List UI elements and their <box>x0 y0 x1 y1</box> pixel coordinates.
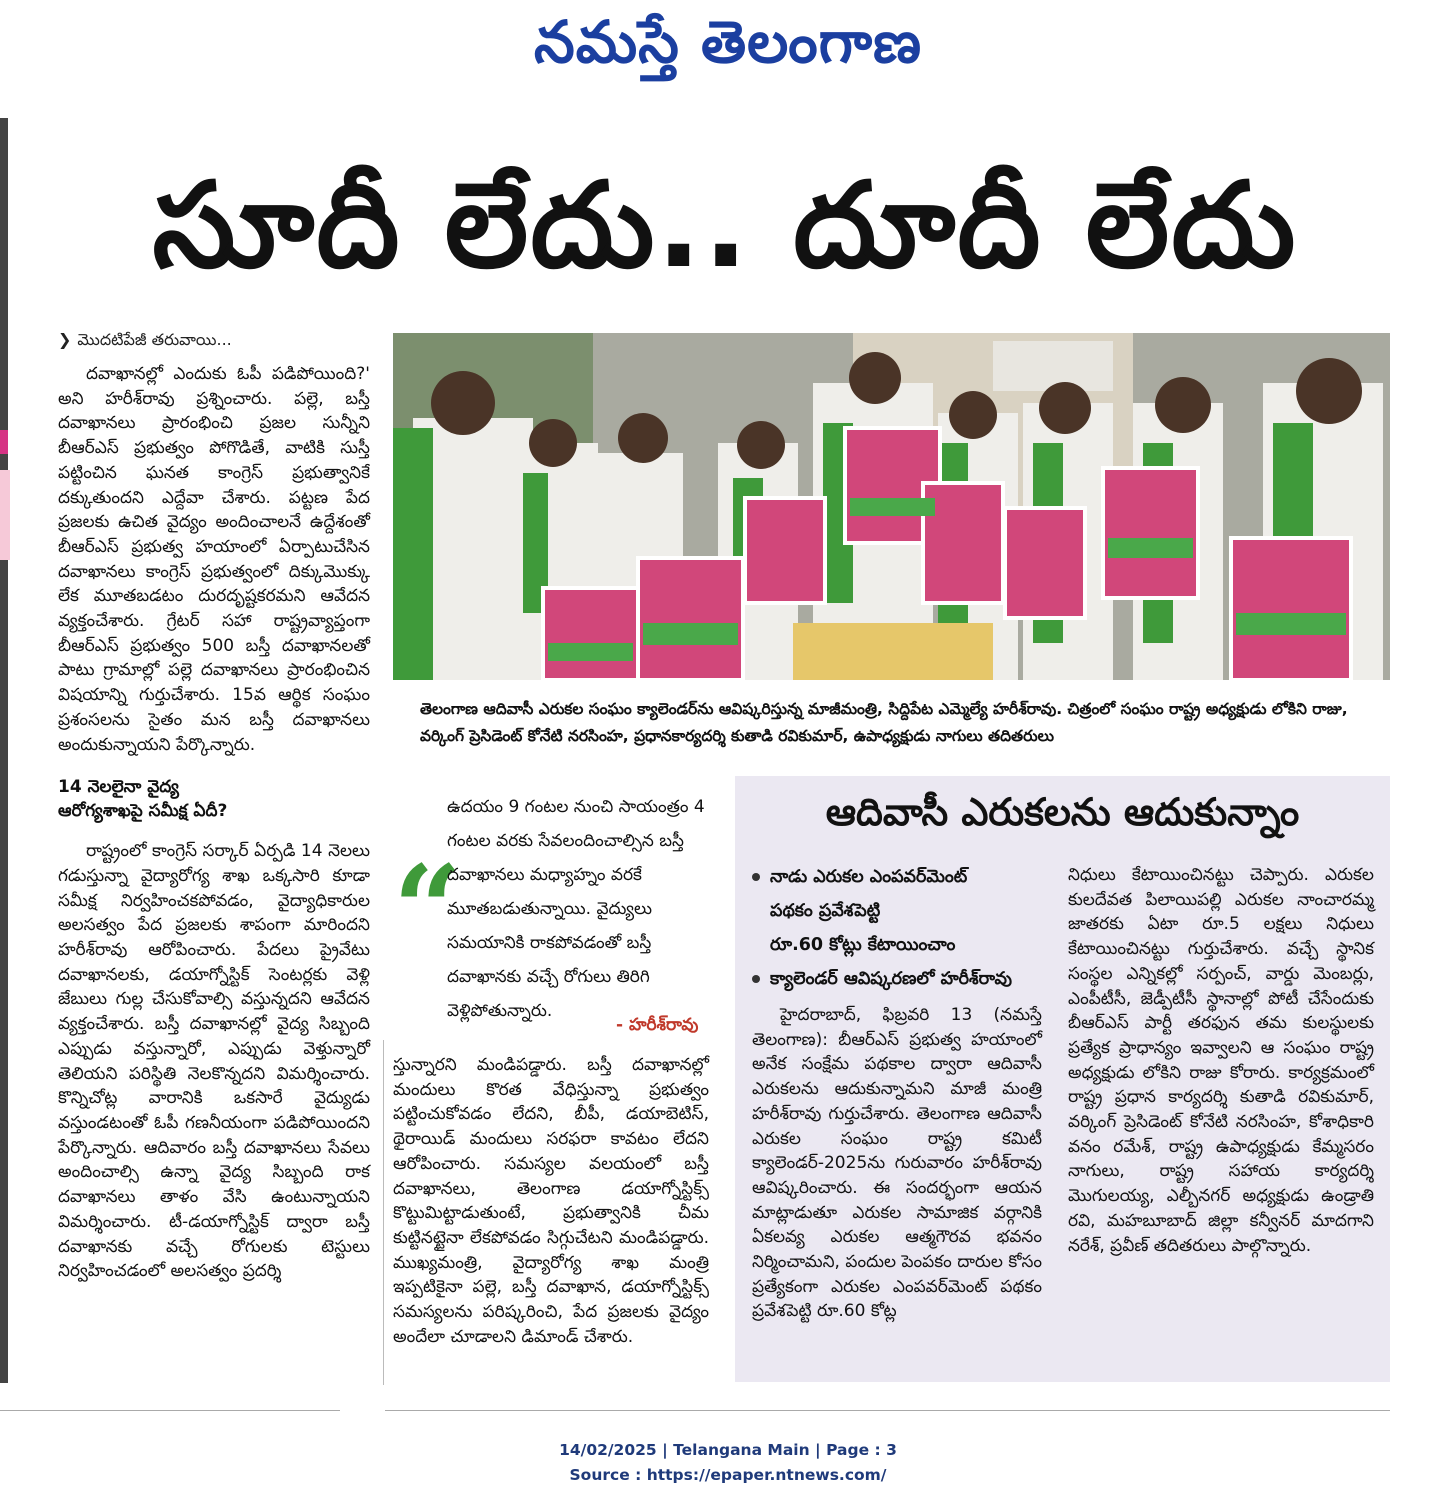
bullet-1-line3: రూ.60 కోట్లు కేటాయించాం <box>770 935 956 955</box>
side-story-bullets <box>752 860 1052 996</box>
continuation-note <box>58 330 232 353</box>
subhead-1-line2: ఆరోగ్యశాఖపై సమీక్ష ఏదీ? <box>58 801 228 822</box>
footer <box>0 1438 1456 1488</box>
subhead-1 <box>58 775 370 823</box>
headline: సూదీ లేదు.. దూదీ లేదు <box>152 156 1298 294</box>
side-story-column-2 <box>1068 863 1374 1258</box>
photo-caption: తెలంగాణ ఆదివాసీ ఎరుకల సంఘం క్యాలెండర్‌ను ఆవిష్కరిస్తున్న మాజీమంత్రి, సిద్దిపేట ఎమ్మెల్యే హరీశ్‌రావు. చిత్రంలో సంఘం రాష్ట్ర అధ్యక్షుడు లోకిని రాజు, వర్కింగ్ ప్రెసిడెంట్ కోనేటి నరసింహ, ప్రధానకార్యదర్శి కుతాడి రవికుమార్, ఉపాధ్యక్షుడు నాగులు తదితరులు <box>420 700 1348 745</box>
masthead-logo: నమస్తే తెలంగాణ <box>534 8 922 76</box>
column-1 <box>58 362 370 1284</box>
side-story-paragraph-1: హైదరాబాద్, ఫిబ్రవరి 13 (నమస్తే తెలంగాణ): బీఆర్‌ఎస్ ప్రభుత్వ హయాంలో అనేక సంక్షేమ పథకాల ద్వారా ఆదివాసీ ఎరుకలను ఆదుకున్నామని మాజీ మంత్రి హరీశ్‌రావు గుర్తుచేశారు. తెలంగాణ ఆదివాసీ ఎరుకల సంఘం రాష్ట్ర కమిటీ క్యాలెండర్-2025ను గురువారం హరీశ్‌రావు ఆవిష్కరించారు. ఈ సందర్భంగా ఆయన మాట్లాడుతూ ఎరుకల సామాజిక వర్గానికి ఏకలవ్య ఎరుకల ఆత్మగౌరవ భవనం నిర్మించామని, పందుల పెంపకం దారుల కోసం ప్రత్యేకంగా ఎరుకల ఎంపవర్‌మెంట్ పథకం ప్రవేశపెట్టి రూ.60 కోట్ల <box>752 1005 1042 1322</box>
column-2 <box>393 1053 709 1349</box>
col1-paragraph: దవాఖానల్లో ఎందుకు ఓపీ పడిపోయింది?' అని హరీశ్‌రావు ప్రశ్నించారు. పల్లె, బస్తీ దవాఖానలు ప్రారంభించి ప్రజల సున్నీని బీఆర్‌ఎస్ ప్రభుత్వం పోగొడితే, వాటికి సుస్తీ పట్టించిన ఘనత కాంగ్రెస్ ప్రభుత్వానికే దక్కుతుందని ఎద్దేవా చేశారు. పట్టణ పేద ప్రజలకు ఉచిత వైద్యం అందించాలనే ఉద్దేశంతో బీఆర్‌ఎస్ ప్రభుత్వ హయాంలో ఏర్పాటుచేసిన దవాఖానలు కాంగ్రెస్ ప్రభుత్వంలో దిక్కుమొక్కు లేక మూతబడటం దురదృష్టకరమని ఆవేదన వ్యక్తంచేశారు. గ్రేటర్ సహా రాష్ట్రవ్యాప్తంగా బీఆర్‌ఎస్ ప్రభుత్వం 500 బస్తీ దవాఖానలతో పాటు గ్రామాల్లో పల్లె దవాఖానలు ప్రారంభించిన విషయాన్ని గుర్తుచేశారు. 15వ ఆర్థిక సంఘం ప్రశంసలను సైతం మన బస్తీ దవాఖానలు అందుకున్నాయని పేర్కొన్నారు. <box>58 364 370 755</box>
footer-source: Source : https://epaper.ntnews.com/ <box>569 1466 887 1484</box>
column-divider <box>383 1040 384 1385</box>
bullet-dot-icon <box>752 873 760 881</box>
photo-illustration <box>393 333 1390 680</box>
side-story-column-1 <box>752 1003 1042 1324</box>
col1-paragraph-2: రాష్ట్రంలో కాంగ్రెస్ సర్కార్ ఏర్పడి 14 నెలలు గడుస్తున్నా వైద్యారోగ్య శాఖ ఒక్కసారి కూడా సమీక్ష నిర్వహించకపోవడం, వైద్యాధికారుల అలసత్వం పేద ప్రజలకు శాపంగా మారిందని హరీశ్‌రావు ఆరోపించారు. పేదలు ప్రైవేటు దవాఖానలకు, డయాగ్నోస్టిక్ సెంటర్లకు వెళ్లి జేబులు గుల్ల చేసుకోవాల్సి వస్తున్నదని ఆవేదన వ్యక్తంచేశారు. బస్తీ దవాఖానల్లో వైద్య సిబ్బంది ఎప్పుడు వస్తున్నారో, ఎప్పుడు వెళ్తున్నారో తెలియని పరిస్థితి నెలకొన్నదని విమర్శించారు. కొన్నిచోట్ల వారానికి ఒకసారే వైద్యుడు వస్తుండటంతో ఓపీ గణనీయంగా పడిపోయిందని పేర్కొన్నారు. ఆదివారం బస్తీ దవాఖానలు సేవలు అందించాల్సి ఉన్నా వైద్య సిబ్బంది రాక దవాఖానలు తాళం వేసి ఉంటున్నాయని విమర్శించారు. టీ-డయాగ్నోస్టిక్ ద్వారా బస్తీ దవాఖానకు వచ్చే రోగులకు టెస్టులు నిర్వహించడంలో అలసత్వం ప్రదర్శి <box>58 841 370 1282</box>
chevron-right-icon: ❯ <box>58 330 72 349</box>
bullet-dot-icon <box>752 975 760 983</box>
pull-quote-author: - హరీశ్‌రావు <box>616 1015 699 1035</box>
footer-edition: 14/02/2025 | Telangana Main | Page : 3 <box>559 1441 897 1459</box>
col2-paragraph: స్తున్నారని మండిపడ్డారు. బస్తీ దవాఖానల్లో మందులు కొరత వేధిస్తున్నా ప్రభుత్వం పట్టించుకోవడం లేదని, బీపీ, డయాబెటిస్, థైరాయిడ్ మందులు సరఫరా కావటం లేదని ఆరోపించారు. సమస్యల వలయంలో బస్తీ దవాఖానలు, తెలంగాణ డయాగ్నోస్టిక్స్ కొట్టుమిట్టాడుతుంటే, ప్రభుత్వానికి చీమ కుట్టినట్టైనా లేకపోవడం సిగ్గుచేటని మండిపడ్డారు. ముఖ్యమంత్రి, వైద్యారోగ్య శాఖ మంత్రి ఇప్పటికైనా పల్లె, బస్తీ దవాఖాన, డయాగ్నోస్టిక్స్ సమస్యలను పరిష్కరించి, పేద ప్రజలకు వైద్యం అందేలా చూడాలని డిమాండ్ చేశారు. <box>393 1055 709 1347</box>
edge-accent-light <box>0 470 10 560</box>
bottom-rule-left <box>0 1410 340 1411</box>
bullet-2: క్యాలెండర్ ఆవిష్కరణలో హరీశ్‌రావు <box>752 962 1052 996</box>
news-photo <box>393 333 1390 680</box>
bullet-1-line2: పథకం ప్రవేశపెట్టి <box>770 901 881 921</box>
edge-accent <box>0 430 8 454</box>
subhead-1-line1: 14 నెలలైనా వైద్య <box>58 777 179 798</box>
side-story-title: ఆదివాసీ ఎరుకలను ఆదుకున్నాం <box>825 790 1300 834</box>
bullet-1: నాడు ఎరుకల ఎంపవర్‌మెంట్ <box>752 860 1052 894</box>
side-story-paragraph-2: నిధులు కేటాయించినట్టు చెప్పారు. ఎరుకల కులదేవత పిలాయిపల్లి ఎరుకల నాంచారమ్మ జాతరకు ఏటా రూ.5 లక్షలు నిధులు కేటాయించినట్టు గుర్తుచేశారు. వచ్చే స్థానిక సంస్థల ఎన్నికల్లో సర్పంచ్, వార్డు మెంబర్లు, ఎంపీటీసీ, జెడ్పీటీసీ స్థానాల్లో పోటీ చేసేందుకు బీఆర్‌ఎస్ పార్టీ తరఫున తమ కులస్థులకు ప్రత్యేక ప్రాధాన్యం ఇవ్వాలని ఆ సంఘం రాష్ట్ర అధ్యక్షుడు లోకిని రాజు కోరారు. కార్యక్రమంలో రాష్ట్ర ప్రధాన కార్యదర్శి కుతాడి రవికుమార్, వర్కింగ్ ప్రెసిడెంట్ కోనేటి నరసింహ, కోశాధికారి వనం రమేశ్, రాష్ట్ర ఉపాధ్యక్షుడు కేమ్మసరం నాగులు, రాష్ట్ర సహాయ కార్యదర్శి మొగులయ్య, ఎల్బీనగర్ అధ్యక్షుడు ఉండ్రాతి రవి, మహబూబాద్ జిల్లా కన్వీనర్ మాదగాని నరేశ్, ప్రవీణ్ తదితరులు పాల్గొన్నారు. <box>1068 865 1374 1256</box>
pull-quote: ఉదయం 9 గంటల నుంచి సాయంత్రం 4 గంటల వరకు సేవలందించాల్సిన బస్తీ దవాఖానలు మధ్యాహ్నం వరకే మూతబడుతున్నాయి. వైద్యులు సమయానికి రాకపోవడంతో బస్తీ దవాఖానకు వచ్చే రోగులు తిరిగి వెళ్లిపోతున్నారు. <box>447 797 705 1021</box>
edge-bar <box>0 118 8 1383</box>
quote-mark-icon: “ <box>393 839 463 980</box>
bottom-rule <box>385 1410 1390 1411</box>
continuation-label: మొదటిపేజీ తరువాయి... <box>77 330 232 349</box>
